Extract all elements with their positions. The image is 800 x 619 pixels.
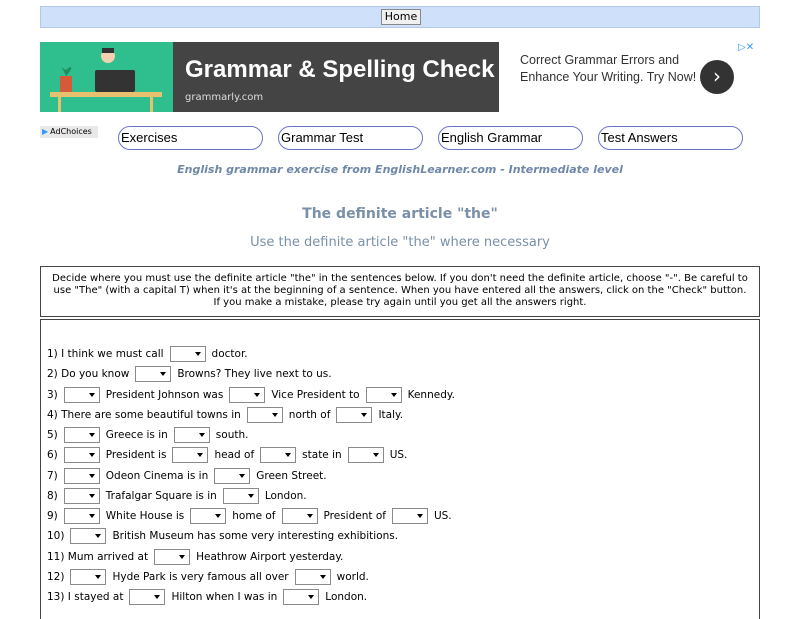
question-row — [47, 446, 411, 464]
question-text: 12) — [47, 570, 65, 583]
question-row — [47, 487, 311, 505]
question-text: US. — [433, 510, 452, 522]
question-text: President is — [105, 449, 167, 462]
page-subtitle: English grammar exercise from EnglishLearner.com - Intermediate level — [177, 163, 623, 176]
chevron-down-icon — [254, 393, 260, 397]
question-text: 1) I think we must call — [47, 348, 164, 360]
question-text: 9) — [47, 510, 58, 522]
answer-dropdown[interactable] — [64, 427, 100, 443]
nav-exercises-button[interactable]: Exercises — [118, 126, 263, 150]
chevron-down-icon — [160, 372, 166, 376]
question-text: Kennedy. — [407, 388, 455, 401]
answer-dropdown[interactable] — [190, 508, 226, 524]
question-row — [47, 588, 371, 606]
answer-dropdown[interactable] — [392, 508, 428, 524]
answer-dropdown[interactable] — [348, 447, 384, 463]
answer-dropdown[interactable] — [129, 589, 165, 605]
chevron-down-icon — [199, 433, 205, 437]
chevron-down-icon — [308, 595, 314, 599]
chevron-down-icon — [89, 393, 95, 397]
question-text: London. — [264, 489, 307, 502]
question-text: 3) — [47, 388, 58, 401]
chevron-down-icon — [197, 453, 203, 457]
answer-dropdown[interactable] — [214, 468, 250, 484]
answer-dropdown[interactable] — [366, 387, 402, 403]
question-text: Hyde Park is very famous all over — [112, 570, 289, 583]
chevron-down-icon — [95, 534, 101, 538]
question-text: 7) — [47, 469, 58, 482]
question-text: Trafalgar Square is in — [105, 489, 217, 502]
chevron-down-icon — [195, 352, 201, 356]
adchoices-label: AdChoices — [50, 127, 92, 136]
nav-grammar-test-button[interactable]: Grammar Test — [278, 126, 423, 150]
question-row — [47, 386, 459, 404]
question-text: 8) — [47, 489, 58, 502]
question-text: home of — [232, 510, 276, 522]
question-row — [47, 568, 373, 586]
question-text: world. — [336, 570, 369, 583]
question-text: Vice President to — [271, 388, 360, 401]
answer-dropdown[interactable] — [170, 346, 206, 362]
answer-dropdown[interactable] — [70, 569, 106, 585]
question-text: 4) There are some beautiful towns in — [47, 408, 241, 421]
chevron-down-icon — [89, 494, 95, 498]
answer-dropdown[interactable] — [295, 569, 331, 585]
adchoices-icon: ▶ — [42, 127, 49, 136]
question-text: head of — [214, 449, 255, 462]
chevron-down-icon — [272, 413, 278, 417]
ad-arrow-icon[interactable]: › — [700, 60, 734, 94]
question-text: north of — [288, 408, 331, 421]
question-text: British Museum has some very interesting exhibitions. — [112, 530, 399, 543]
answer-dropdown[interactable] — [64, 508, 100, 524]
adchoices-badge[interactable] — [40, 126, 98, 138]
question-row — [47, 527, 402, 545]
chevron-down-icon — [373, 453, 379, 457]
chevron-down-icon — [239, 474, 245, 478]
question-text: Greece is in — [105, 429, 168, 441]
answer-dropdown[interactable] — [64, 447, 100, 463]
chevron-down-icon — [215, 514, 221, 518]
question-row — [47, 345, 252, 363]
nav-test-answers-button[interactable]: Test Answers — [598, 126, 743, 150]
answer-dropdown[interactable] — [64, 387, 100, 403]
answer-dropdown[interactable] — [174, 427, 210, 443]
answer-dropdown[interactable] — [172, 447, 208, 463]
question-text: state in — [302, 449, 342, 462]
chevron-down-icon — [320, 575, 326, 579]
chevron-down-icon — [391, 393, 397, 397]
instructions-box — [40, 266, 760, 317]
question-text: London. — [325, 591, 368, 603]
answer-dropdown[interactable] — [282, 508, 318, 524]
chevron-down-icon — [361, 413, 367, 417]
chevron-down-icon — [89, 453, 95, 457]
chevron-down-icon — [89, 514, 95, 518]
ad-url[interactable]: grammarly.com — [185, 92, 264, 103]
question-text: Hilton when I was in — [171, 591, 278, 603]
ad-headline-box[interactable] — [173, 42, 499, 112]
question-text: Italy. — [378, 408, 404, 421]
answer-dropdown[interactable] — [229, 387, 265, 403]
answer-dropdown[interactable] — [223, 488, 259, 504]
answer-dropdown[interactable] — [64, 468, 100, 484]
answer-dropdown[interactable] — [154, 549, 190, 565]
instructions-text: Decide where you must use the definite article "the" in the sentences below. If you don't need the definite article, choose "-". Be careful to use "The" (with a capital T) when it's at the beginning of a sentence. When you have entered all the answers, click on the "Check" button. If you make a mistake, please try again until you get all the answers right. — [52, 273, 748, 308]
chevron-down-icon — [179, 555, 185, 559]
question-text: 2) Do you know — [47, 368, 130, 381]
chevron-down-icon — [95, 575, 101, 579]
chevron-down-icon — [307, 514, 313, 518]
question-text: Browns? They live next to us. — [177, 368, 332, 381]
question-text: 11) Mum arrived at — [47, 550, 149, 563]
question-row — [47, 507, 456, 525]
question-text: US. — [389, 449, 408, 462]
question-text: 6) — [47, 449, 58, 462]
answer-dropdown[interactable] — [260, 447, 296, 463]
page-title: The definite article "the" — [302, 206, 498, 222]
home-button[interactable]: Home — [381, 9, 421, 25]
question-text: doctor. — [211, 348, 248, 360]
question-row — [47, 467, 331, 485]
question-text: Green Street. — [256, 469, 327, 482]
chevron-down-icon — [248, 494, 254, 498]
answer-dropdown[interactable] — [70, 528, 106, 544]
answer-dropdown[interactable] — [283, 589, 319, 605]
ad-illustration — [40, 42, 173, 112]
question-row — [47, 365, 336, 383]
answer-dropdown[interactable] — [336, 407, 372, 423]
question-row — [47, 406, 407, 424]
answer-dropdown[interactable] — [135, 366, 171, 382]
nav-english-grammar-button[interactable]: English Grammar — [438, 126, 583, 150]
question-text: south. — [215, 429, 249, 441]
question-row — [47, 548, 347, 566]
answer-dropdown[interactable] — [247, 407, 283, 423]
question-row — [47, 426, 252, 444]
question-text: 10) — [47, 530, 65, 543]
chevron-down-icon — [89, 474, 95, 478]
answer-dropdown[interactable] — [64, 488, 100, 504]
question-text: President Johnson was — [105, 388, 224, 401]
question-text: Heathrow Airport yesterday. — [196, 550, 344, 563]
chevron-down-icon — [417, 514, 423, 518]
question-text: 5) — [47, 429, 58, 441]
question-text: White House is — [105, 510, 185, 522]
ad-title[interactable]: Grammar & Spelling Check — [185, 56, 495, 83]
instruction-heading: Use the definite article "the" where necessary — [250, 235, 550, 250]
ad-close-icon[interactable]: ▷✕ — [738, 42, 755, 53]
top-nav-bar — [40, 6, 760, 28]
question-text: President of — [323, 510, 386, 522]
chevron-down-icon — [154, 595, 160, 599]
chevron-down-icon — [89, 433, 95, 437]
chevron-down-icon — [285, 453, 291, 457]
ad-banner[interactable] — [40, 42, 760, 112]
ad-copy[interactable]: Correct Grammar Errors and Enhance Your Writing. Try Now! — [520, 53, 697, 84]
question-text: Odeon Cinema is in — [105, 469, 209, 482]
question-text: 13) I stayed at — [47, 591, 124, 603]
